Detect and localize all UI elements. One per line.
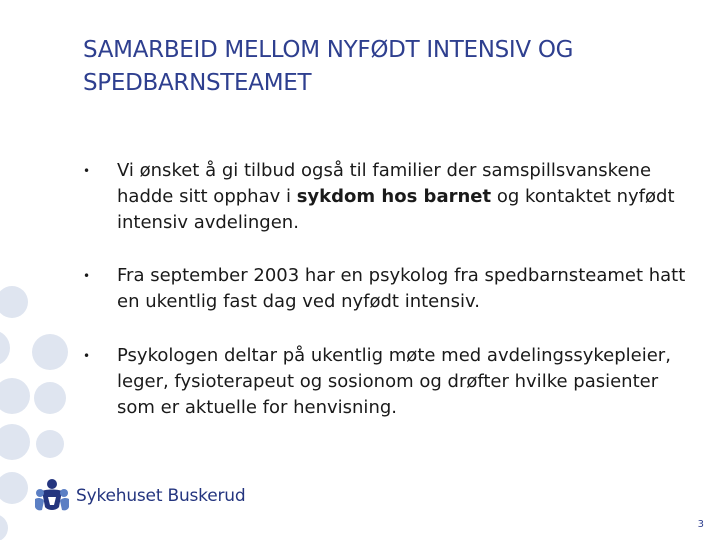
bullet-text: Fra september 2003 har en psykolog fra spedbarnsteamet hatt en ukentlig fast dag ved nyfødt intensiv. [117, 265, 686, 312]
decor-dot [34, 382, 66, 414]
decor-dot [0, 514, 8, 540]
decor-dot [0, 286, 28, 318]
bullet-text: Psykologen deltar på ukentlig møte med avdelingssykepleier, leger, fysioterapeut og sosionom og drøfter hvilke pasienter som er aktuelle for henvisning. [117, 345, 671, 418]
decor-dot [0, 330, 10, 366]
hospital-people-logo-icon [34, 477, 70, 515]
bullet-dot-icon: • [83, 269, 91, 283]
slide-title-line-2: SPEDBARNSTEAMET [83, 70, 312, 96]
hospital-logo [34, 476, 245, 516]
slide-title-line-1: SAMARBEID MELLOM NYFØDT INTENSIV OG [83, 37, 574, 63]
logo-text: Sykehuset Buskerud [76, 486, 246, 506]
bullet-item [80, 343, 690, 421]
bullet-text-part: og kontaktet nyfødt intensiv avdelingen. [117, 186, 675, 233]
bullet-item [80, 158, 690, 236]
bullet-item [80, 263, 690, 315]
bullet-text-part: Vi ønsket å gi tilbud også til familier der samspillsvanskene hadde sitt opphav i [117, 160, 652, 207]
bullet-dot-icon: • [83, 349, 91, 363]
decor-dot [36, 430, 64, 458]
bullet-list [80, 158, 690, 448]
decor-dot [32, 334, 68, 370]
page-number: 3 [697, 519, 704, 530]
decor-dot [0, 424, 30, 460]
slide-title [83, 34, 683, 100]
decor-dot [0, 472, 28, 504]
bullet-dot-icon: • [83, 164, 91, 178]
decor-dot [0, 378, 30, 414]
bullet-text-bold: sykdom hos barnet [296, 186, 492, 207]
